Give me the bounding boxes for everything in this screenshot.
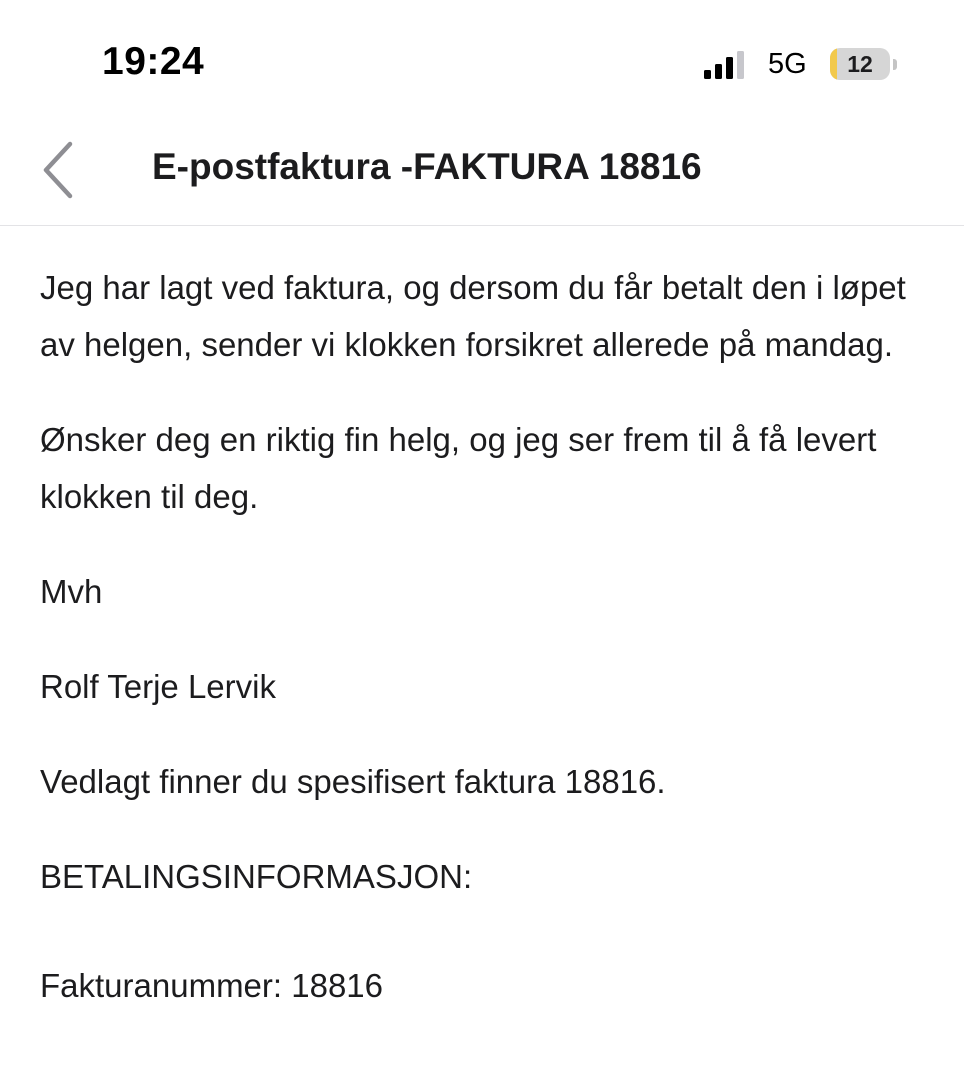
signal-bar: [726, 57, 733, 79]
signal-bar: [737, 51, 744, 79]
email-section-heading: BETALINGSINFORMASJON:: [40, 858, 473, 895]
battery-cap: [893, 59, 897, 70]
battery-icon: [830, 48, 890, 80]
email-paragraph: Ønsker deg en riktig fin helg, og jeg ser frem til å få levert klokken til deg.: [40, 421, 877, 515]
email-paragraph: Vedlagt finner du spesifisert faktura 18816.: [40, 763, 666, 800]
page-title: E-postfaktura -FAKTURA 18816: [152, 146, 702, 187]
signal-bar: [704, 70, 711, 79]
back-button[interactable]: [30, 138, 90, 202]
email-signature-name: Rolf Terje Lervik: [40, 668, 276, 705]
battery-level-label: 12: [847, 51, 873, 77]
invoice-number: Fakturanummer: 18816: [40, 967, 384, 1004]
status-bar: [0, 0, 964, 120]
network-type-label: 5G: [768, 48, 807, 80]
email-body: [40, 226, 930, 1014]
chevron-left-icon: [30, 138, 90, 202]
signal-bar: [715, 64, 722, 79]
cellular-signal-icon: [704, 51, 744, 79]
email-paragraph: Mvh: [40, 573, 103, 610]
navigation-header: [0, 120, 964, 226]
email-paragraph: Jeg har lagt ved faktura, og dersom du får betalt den i løpet av helgen, sender vi klokken forsikret allerede på mandag.: [40, 269, 906, 363]
status-time: 19:24: [102, 40, 205, 83]
